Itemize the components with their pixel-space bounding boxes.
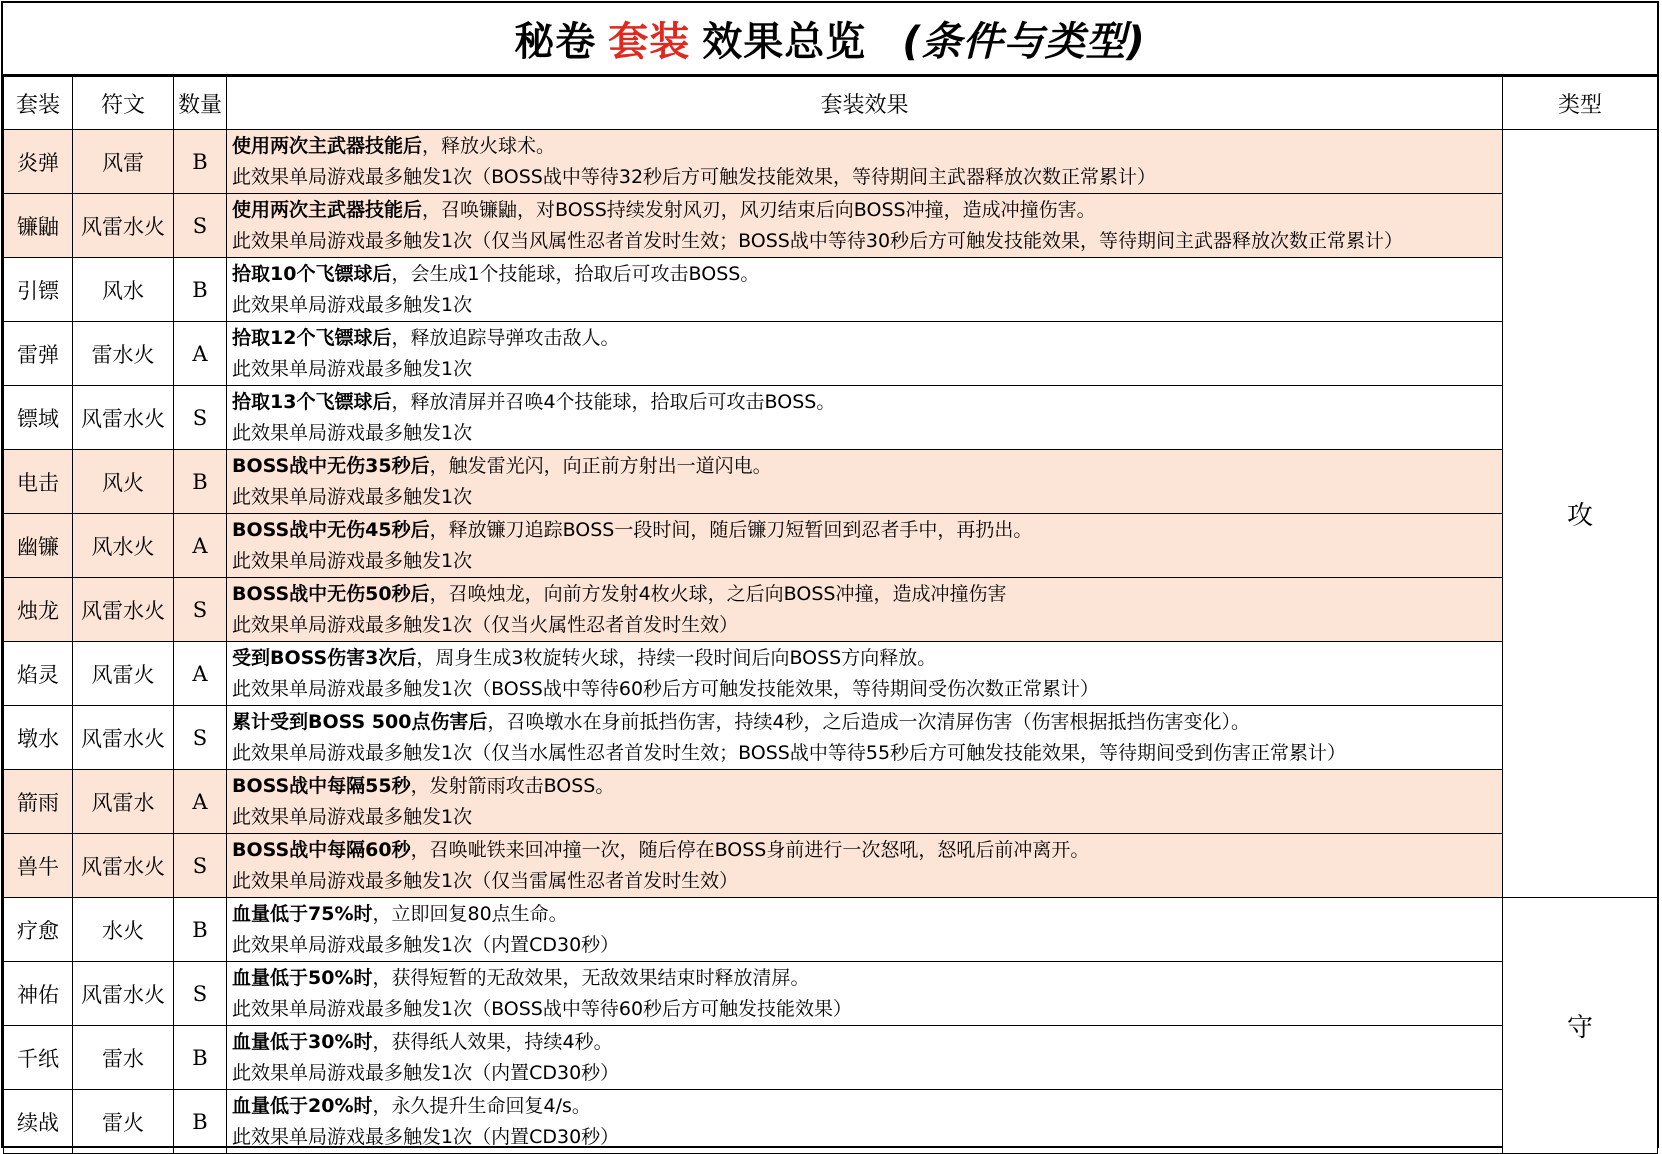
- table-row: [4, 770, 1658, 834]
- rune-cell: 雷火: [73, 1090, 174, 1154]
- effect-cell: [227, 194, 1503, 258]
- set-name-cell: 箭雨: [4, 770, 73, 834]
- rune-cell: 雷水: [73, 1026, 174, 1090]
- effect-note: 此效果单局游戏最多触发1次（内置CD30秒）: [232, 1061, 620, 1084]
- count-cell: S: [174, 834, 227, 898]
- effect-line: [232, 771, 1502, 802]
- table-row: [4, 130, 1658, 194]
- rune-cell: 风雷水火: [73, 386, 174, 450]
- effect-description: ，召唤墩水在身前抵挡伤害，持续4秒，之后造成一次清屏伤害（伤害根据抵挡伤害变化）。: [487, 710, 1251, 733]
- title-highlight: 套装: [608, 19, 691, 65]
- count-cell: B: [174, 1026, 227, 1090]
- effect-line: [232, 963, 1502, 994]
- effect-cell: [227, 1026, 1503, 1090]
- effect-line: [232, 323, 1502, 354]
- rune-cell: 风水火: [73, 514, 174, 578]
- set-name-cell: 幽镰: [4, 514, 73, 578]
- effect-note: 此效果单局游戏最多触发1次（仅当雷属性忍者首发时生效）: [232, 869, 739, 892]
- effect-condition: BOSS战中无伤45秒后: [232, 518, 430, 541]
- effect-note: 此效果单局游戏最多触发1次（仅当火属性忍者首发时生效）: [232, 613, 739, 636]
- title-suffix: 效果总览: [702, 19, 867, 65]
- table-row: [4, 1090, 1658, 1154]
- effect-cell: [227, 642, 1503, 706]
- type-cell-attack: 攻: [1503, 130, 1658, 898]
- effect-cell: [227, 834, 1503, 898]
- table-row: [4, 642, 1658, 706]
- effect-description: ，获得短暂的无敌效果，无敌效果结束时释放清屏。: [372, 966, 810, 989]
- count-cell: B: [174, 1090, 227, 1154]
- rune-cell: 风雷: [73, 130, 174, 194]
- effect-description: ，立即回复80点生命。: [372, 902, 568, 925]
- effect-condition: BOSS战中无伤35秒后: [232, 454, 430, 477]
- table-row: [4, 1026, 1658, 1090]
- effect-line: [232, 259, 1502, 290]
- effect-description: ，释放火球术。: [422, 134, 556, 157]
- effect-cell: [227, 130, 1503, 194]
- effect-line: [232, 899, 1502, 930]
- effect-cell: [227, 514, 1503, 578]
- effect-description: ，释放镰刀追踪BOSS一段时间，随后镰刀短暂回到忍者手中，再扔出。: [429, 518, 1033, 541]
- effect-description: ，召唤呲铁来回冲撞一次，随后停在BOSS身前进行一次怒吼，怒吼后前冲离开。: [410, 838, 1090, 861]
- effect-cell: [227, 898, 1503, 962]
- rune-cell: 风雷火: [73, 642, 174, 706]
- table-row: [4, 258, 1658, 322]
- effect-cell: [227, 258, 1503, 322]
- table-row: [4, 706, 1658, 770]
- effect-condition: 受到BOSS伤害3次后: [232, 646, 417, 669]
- set-name-cell: 雷弹: [4, 322, 73, 386]
- header-count: 数量: [174, 77, 227, 130]
- effect-line: [232, 1027, 1502, 1058]
- effect-description: ，永久提升生命回复4/s。: [372, 1094, 591, 1117]
- effect-line: [232, 579, 1502, 610]
- effect-description: ，周身生成3枚旋转火球，持续一段时间后向BOSS方向释放。: [416, 646, 937, 669]
- set-name-cell: 镰鼬: [4, 194, 73, 258]
- count-cell: B: [174, 258, 227, 322]
- rune-cell: 雷水火: [73, 322, 174, 386]
- table-row: [4, 898, 1658, 962]
- effect-condition: BOSS战中无伤50秒后: [232, 582, 430, 605]
- effect-note: 此效果单局游戏最多触发1次（BOSS战中等待60秒后方可触发技能效果）: [232, 997, 853, 1020]
- effect-note: 此效果单局游戏最多触发1次: [232, 421, 473, 444]
- effect-condition: 血量低于20%时: [232, 1094, 373, 1117]
- table-row: [4, 450, 1658, 514]
- effect-description: ，释放追踪导弹攻击敌人。: [391, 326, 620, 349]
- effect-cell: [227, 1090, 1503, 1154]
- effect-condition: BOSS战中每隔60秒: [232, 838, 411, 861]
- count-cell: S: [174, 194, 227, 258]
- set-name-cell: 电击: [4, 450, 73, 514]
- effect-line: [232, 195, 1502, 226]
- effect-condition: 使用两次主武器技能后: [232, 198, 423, 221]
- table-header-row: [4, 77, 1658, 130]
- set-name-cell: 镖域: [4, 386, 73, 450]
- effect-description: ，发射箭雨攻击BOSS。: [410, 774, 615, 797]
- effect-cell: [227, 450, 1503, 514]
- count-cell: B: [174, 450, 227, 514]
- count-cell: S: [174, 386, 227, 450]
- table-row: [4, 962, 1658, 1026]
- effect-cell: [227, 578, 1503, 642]
- set-effects-table: [3, 76, 1658, 1154]
- effect-line: [232, 643, 1502, 674]
- table-row: [4, 834, 1658, 898]
- effect-description: ，触发雷光闪，向正前方射出一道闪电。: [429, 454, 772, 477]
- rune-cell: 风雷水火: [73, 962, 174, 1026]
- effect-note: 此效果单局游戏最多触发1次: [232, 485, 473, 508]
- effect-line: [232, 515, 1502, 546]
- effect-condition: 血量低于75%时: [232, 902, 373, 925]
- effect-note: 此效果单局游戏最多触发1次（仅当风属性忍者首发时生效；BOSS战中等待30秒后方可触发技能效果，等待期间主武器释放次数正常累计）: [232, 229, 1404, 252]
- effect-note: 此效果单局游戏最多触发1次: [232, 293, 473, 316]
- effect-cell: [227, 322, 1503, 386]
- count-cell: S: [174, 962, 227, 1026]
- header-type: 类型: [1503, 77, 1658, 130]
- set-name-cell: 兽牛: [4, 834, 73, 898]
- effect-condition: 血量低于30%时: [232, 1030, 373, 1053]
- effect-condition: 拾取10个飞镖球后: [232, 262, 392, 285]
- set-name-cell: 引镖: [4, 258, 73, 322]
- effect-cell: [227, 706, 1503, 770]
- table-row: [4, 514, 1658, 578]
- effect-note: 此效果单局游戏最多触发1次: [232, 357, 473, 380]
- rune-cell: 风火: [73, 450, 174, 514]
- set-name-cell: 千纸: [4, 1026, 73, 1090]
- effect-description: ，获得纸人效果，持续4秒。: [372, 1030, 613, 1053]
- effect-description: ，释放清屏并召唤4个技能球，拾取后可攻击BOSS。: [391, 390, 836, 413]
- count-cell: A: [174, 642, 227, 706]
- rune-cell: 水火: [73, 898, 174, 962]
- effect-description: ，召唤烛龙，向前方发射4枚火球，之后向BOSS冲撞，造成冲撞伤害: [429, 582, 1007, 605]
- effect-note: 此效果单局游戏最多触发1次（BOSS战中等待32秒后方可触发技能效果，等待期间主武器释放次数正常累计）: [232, 165, 1157, 188]
- count-cell: B: [174, 130, 227, 194]
- effect-note: 此效果单局游戏最多触发1次: [232, 549, 473, 572]
- count-cell: S: [174, 578, 227, 642]
- effect-condition: 拾取13个飞镖球后: [232, 390, 392, 413]
- set-name-cell: 炎弹: [4, 130, 73, 194]
- effect-description: ，会生成1个技能球，拾取后可攻击BOSS。: [391, 262, 760, 285]
- effect-note: 此效果单局游戏最多触发1次（内置CD30秒）: [232, 1125, 620, 1148]
- effect-cell: [227, 386, 1503, 450]
- title-prefix: 秘卷: [514, 19, 597, 65]
- header-rune: 符文: [73, 77, 174, 130]
- set-name-cell: 墩水: [4, 706, 73, 770]
- effect-condition: 拾取12个飞镖球后: [232, 326, 392, 349]
- effect-condition: 累计受到BOSS 500点伤害后: [232, 710, 488, 733]
- set-name-cell: 烛龙: [4, 578, 73, 642]
- effect-note: 此效果单局游戏最多触发1次（内置CD30秒）: [232, 933, 620, 956]
- set-name-cell: 焰灵: [4, 642, 73, 706]
- table-body: [4, 130, 1658, 1154]
- effect-line: [232, 707, 1502, 738]
- type-cell-defense: 守: [1503, 898, 1658, 1154]
- count-cell: A: [174, 322, 227, 386]
- table-row: [4, 322, 1658, 386]
- set-name-cell: 续战: [4, 1090, 73, 1154]
- rune-cell: 风雷水火: [73, 578, 174, 642]
- rune-cell: 风雷水: [73, 770, 174, 834]
- rune-cell: 风水: [73, 258, 174, 322]
- effect-note: 此效果单局游戏最多触发1次（仅当水属性忍者首发时生效；BOSS战中等待55秒后方可触发技能效果，等待期间受到伤害正常累计）: [232, 741, 1347, 764]
- effect-cell: [227, 770, 1503, 834]
- effect-condition: BOSS战中每隔55秒: [232, 774, 411, 797]
- effect-line: [232, 451, 1502, 482]
- count-cell: S: [174, 706, 227, 770]
- count-cell: A: [174, 770, 227, 834]
- table-row: [4, 578, 1658, 642]
- effect-line: [232, 131, 1502, 162]
- effect-condition: 使用两次主武器技能后: [232, 134, 423, 157]
- set-name-cell: 神佑: [4, 962, 73, 1026]
- rune-cell: 风雷水火: [73, 194, 174, 258]
- rune-cell: 风雷水火: [73, 706, 174, 770]
- effect-line: [232, 835, 1502, 866]
- title-paren: (条件与类型): [902, 19, 1146, 65]
- effect-note: 此效果单局游戏最多触发1次: [232, 805, 473, 828]
- set-name-cell: 疗愈: [4, 898, 73, 962]
- count-cell: B: [174, 898, 227, 962]
- effect-description: ，召唤镰鼬，对BOSS持续发射风刃，风刃结束后向BOSS冲撞，造成冲撞伤害。: [422, 198, 1096, 221]
- table-row: [4, 386, 1658, 450]
- effect-line: [232, 387, 1502, 418]
- count-cell: A: [174, 514, 227, 578]
- header-effect: 套装效果: [227, 77, 1503, 130]
- effect-note: 此效果单局游戏最多触发1次（BOSS战中等待60秒后方可触发技能效果，等待期间受伤次数正常累计）: [232, 677, 1100, 700]
- set-overview-sheet: [1, 1, 1659, 1148]
- effect-line: [232, 1091, 1502, 1122]
- table-row: [4, 194, 1658, 258]
- page-title: [3, 3, 1657, 76]
- effect-condition: 血量低于50%时: [232, 966, 373, 989]
- effect-cell: [227, 962, 1503, 1026]
- rune-cell: 风雷水火: [73, 834, 174, 898]
- header-set: 套装: [4, 77, 73, 130]
